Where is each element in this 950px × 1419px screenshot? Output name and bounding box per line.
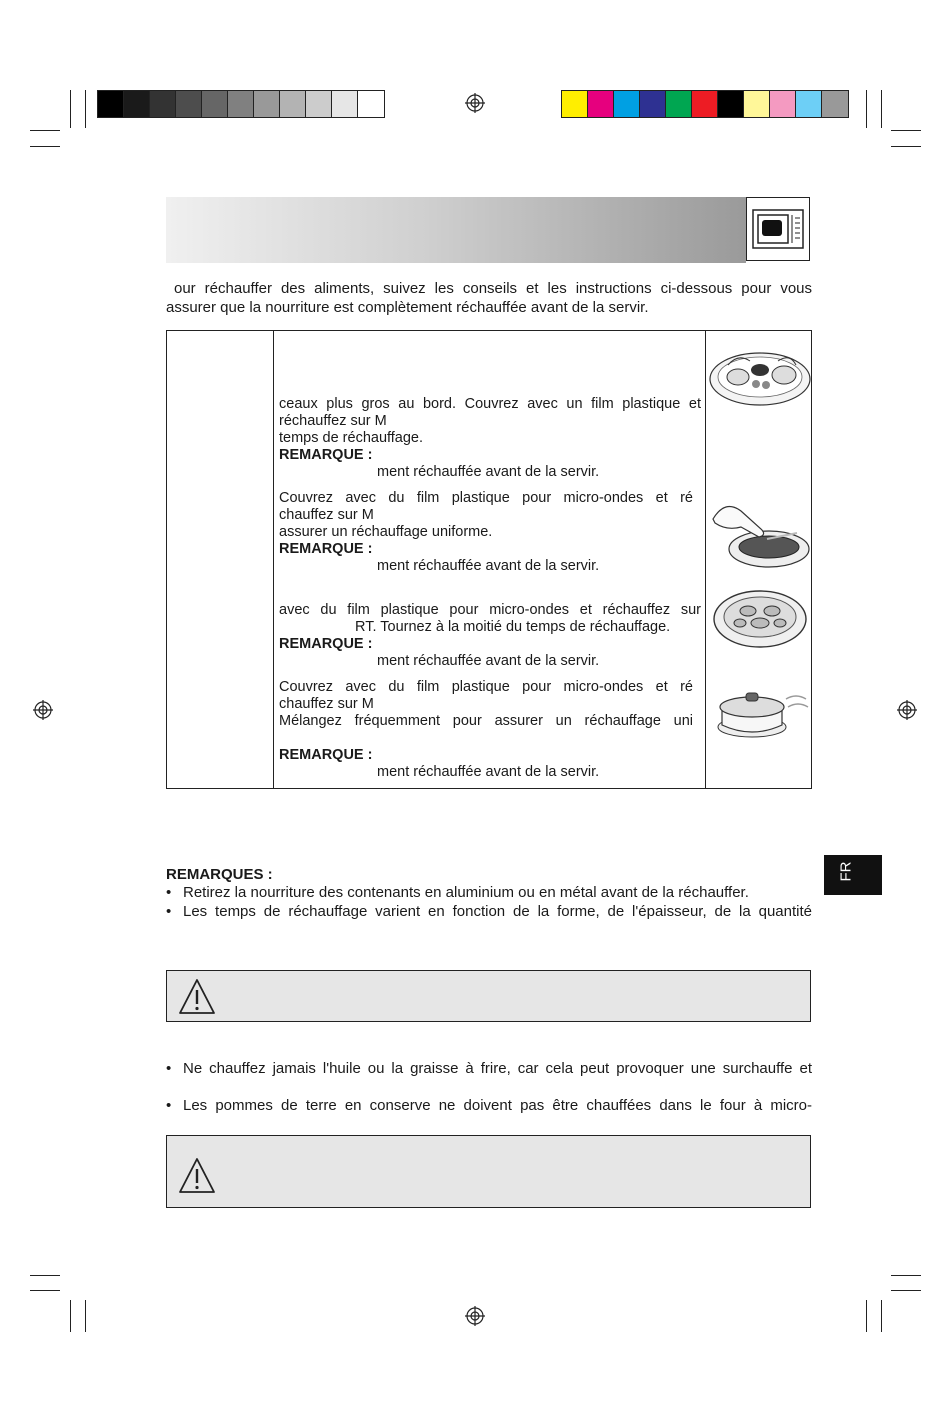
bullet-point: •	[166, 1097, 172, 1114]
row-1-note-text: ment réchauffée avant de la servir.	[377, 464, 600, 480]
row-1-line-3: temps de réchauffage.	[279, 430, 424, 446]
crop-mark	[30, 1275, 60, 1276]
row-3-note-text: ment réchauffée avant de la servir.	[377, 653, 600, 669]
warning-triangle-icon	[177, 977, 217, 1017]
row-4-note-text: ment réchauffée avant de la servir.	[377, 764, 600, 780]
remarques-item-1	[166, 883, 812, 902]
row-1-note-label: REMARQUE :	[279, 447, 373, 463]
language-tab-label: FR	[837, 861, 855, 882]
crop-mark	[891, 146, 921, 147]
crop-mark	[85, 90, 86, 128]
color-swatch	[796, 91, 822, 117]
intro-line-1: our réchauffer des aliments, suivez les conseils et les instructions ci-dessous pour vous	[174, 280, 812, 297]
color-swatch	[124, 91, 150, 117]
crop-mark	[30, 146, 60, 147]
crop-mark	[70, 1300, 71, 1332]
warning-item-1	[166, 1059, 812, 1078]
color-swatch	[640, 91, 666, 117]
registration-mark-icon	[465, 1306, 485, 1326]
color-swatch	[614, 91, 640, 117]
warning-item-2	[166, 1096, 812, 1115]
row-1-line-2: réchauffez sur M	[279, 413, 387, 429]
color-swatch	[718, 91, 744, 117]
registration-mark-icon	[33, 700, 53, 720]
crop-mark	[881, 90, 882, 128]
crop-mark	[70, 90, 71, 128]
color-strip	[561, 90, 849, 118]
warning-triangle-icon	[177, 1156, 217, 1196]
intro-line-2: assurer que la nourriture est complètement réchauffée avant de la servir.	[166, 299, 649, 316]
registration-mark-icon	[897, 700, 917, 720]
section-header-band	[166, 197, 746, 263]
row-4-note-label: REMARQUE :	[279, 747, 373, 763]
color-swatch	[332, 91, 358, 117]
row-2-line-2: chauffez sur M	[279, 507, 374, 523]
row-4-line-3: Mélangez fréquemment pour assurer un réchauffage uni	[279, 713, 693, 729]
warning-box	[166, 970, 811, 1022]
color-swatch	[770, 91, 796, 117]
crop-mark	[881, 1300, 882, 1332]
remarques-item-1-text: Retirez la nourriture des contenants en aluminium ou en métal avant de la réchauffer.	[183, 884, 749, 901]
color-swatch	[176, 91, 202, 117]
bullet-point: •	[166, 903, 172, 920]
color-swatch	[692, 91, 718, 117]
crop-mark	[866, 1300, 867, 1332]
plate-of-food-icon	[708, 337, 812, 409]
table-row-3-text	[279, 602, 701, 670]
bullet-point: •	[166, 1060, 172, 1077]
row-3-line-2: RT. Tournez à la moitié du temps de réchauffage.	[355, 619, 671, 635]
color-swatch	[202, 91, 228, 117]
crop-mark	[891, 1290, 921, 1291]
row-2-note-label: REMARQUE :	[279, 541, 373, 557]
remarques-item-2-text: Les temps de réchauffage varient en fonction de la forme, de l'épaisseur, de la quantité	[183, 903, 812, 920]
reheating-table	[166, 330, 812, 789]
remarques-title: REMARQUES :	[166, 866, 273, 883]
language-tab	[824, 855, 882, 895]
row-2-note-text: ment réchauffée avant de la servir.	[377, 558, 600, 574]
crop-mark	[30, 1290, 60, 1291]
row-3-line-1: avec du film plastique pour micro-ondes et réchauffez sur	[279, 602, 701, 618]
table-divider	[705, 331, 706, 788]
color-swatch	[666, 91, 692, 117]
color-swatch	[98, 91, 124, 117]
color-swatch	[280, 91, 306, 117]
crop-mark	[891, 1275, 921, 1276]
crop-mark	[30, 130, 60, 131]
bullet-point: •	[166, 884, 172, 901]
registration-mark-icon	[465, 93, 485, 113]
crop-mark	[891, 130, 921, 131]
row-2-line-1: Couvrez avec du film plastique pour micro-ondes et ré	[279, 490, 693, 506]
row-2-line-3: assurer un réchauffage uniforme.	[279, 524, 493, 540]
color-swatch	[306, 91, 332, 117]
color-swatch	[228, 91, 254, 117]
crop-mark	[866, 90, 867, 128]
microwave-icon	[746, 197, 810, 261]
warning-box	[166, 1135, 811, 1208]
color-swatch	[254, 91, 280, 117]
covered-casserole-icon	[708, 679, 812, 741]
remarques-item-2	[166, 902, 812, 921]
row-4-line-2: chauffez sur M	[279, 696, 374, 712]
table-divider	[273, 331, 274, 788]
row-4-line-1: Couvrez avec du film plastique pour micro-ondes et ré	[279, 679, 693, 695]
row-3-note-label: REMARQUE :	[279, 636, 373, 652]
color-swatch	[562, 91, 588, 117]
color-swatch	[822, 91, 848, 117]
table-row-1-text	[279, 396, 701, 481]
color-swatch	[358, 91, 384, 117]
warning-item-2-text: Les pommes de terre en conserve ne doivent pas être chauffées dans le four à micro-	[183, 1097, 812, 1114]
hand-covering-dish-icon	[707, 489, 811, 577]
color-swatch	[588, 91, 614, 117]
color-swatch	[150, 91, 176, 117]
row-1-line-1: ceaux plus gros au bord. Couvrez avec un film plastique et	[279, 396, 701, 412]
table-row-4-text	[279, 679, 701, 781]
grayscale-strip	[97, 90, 385, 118]
warning-item-1-text: Ne chauffez jamais l'huile ou la graisse à frire, car cela peut provoquer une surchauffe et	[183, 1060, 812, 1077]
color-swatch	[744, 91, 770, 117]
crop-mark	[85, 1300, 86, 1332]
table-row-2-text	[279, 490, 701, 575]
pie-dish-icon	[710, 585, 810, 651]
